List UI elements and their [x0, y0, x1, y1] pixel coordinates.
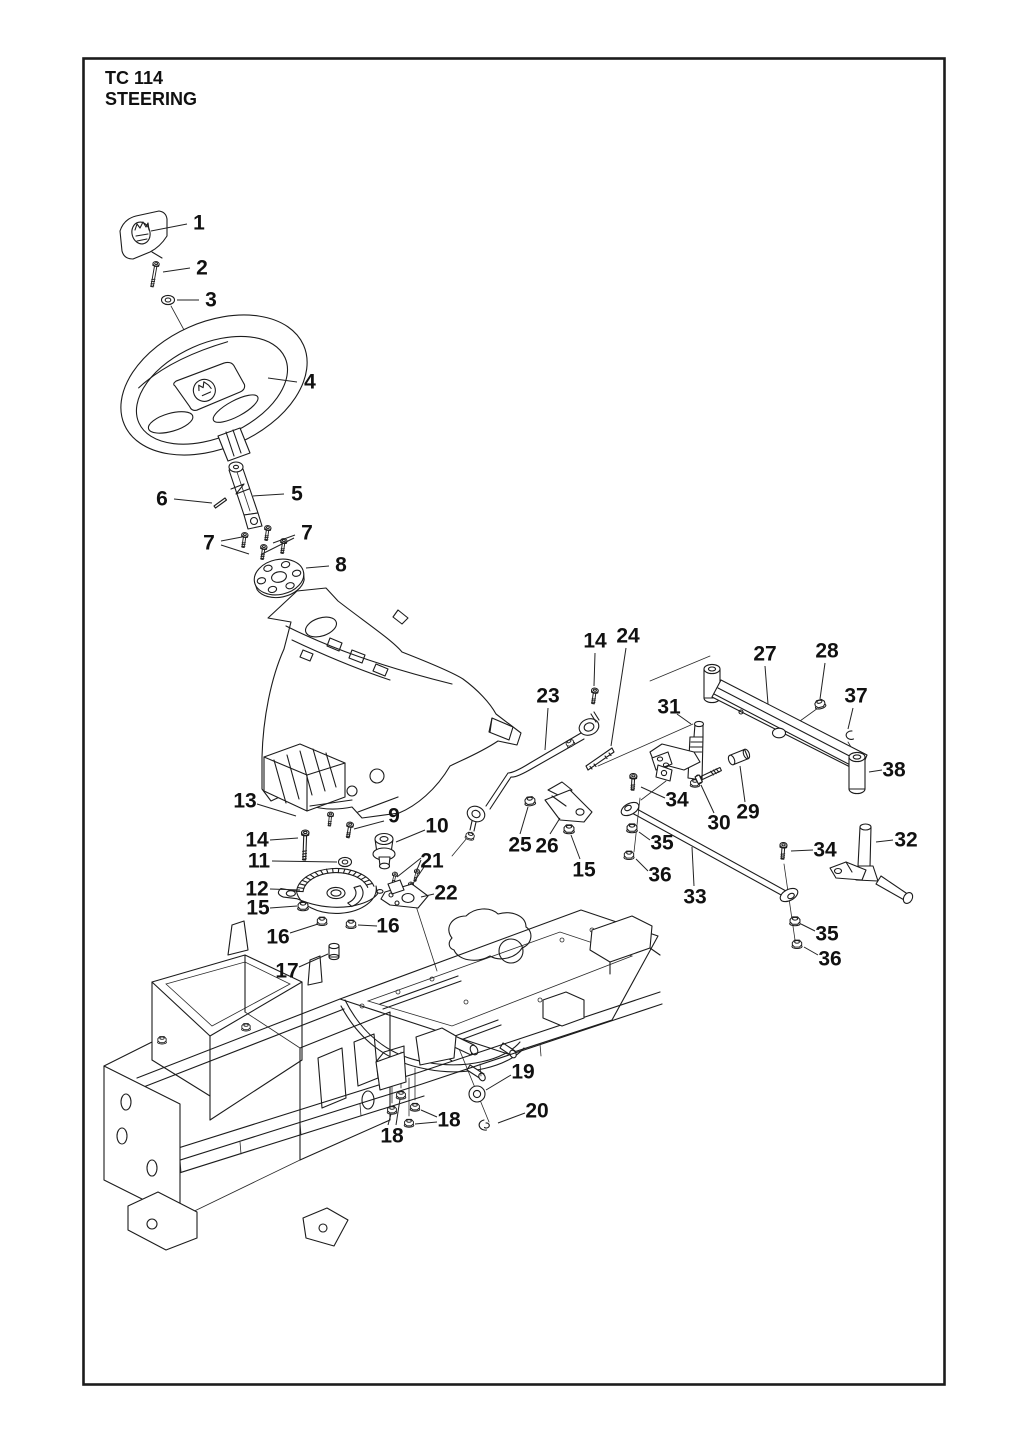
callout-number-26: 26 — [535, 834, 559, 858]
callout-number-6: 6 — [156, 487, 168, 511]
callout-number-17: 17 — [275, 959, 299, 983]
callout-number-24: 24 — [616, 624, 640, 648]
nut-35-right-drawing — [790, 917, 801, 926]
callout-number-22: 22 — [434, 881, 458, 905]
callout-number-31: 31 — [657, 695, 681, 719]
callout-number-5: 5 — [291, 482, 303, 506]
callout-number-19: 19 — [511, 1060, 535, 1084]
callout-number-27: 27 — [753, 642, 777, 666]
nut-35-left-drawing — [627, 824, 638, 833]
washer-11-drawing — [339, 857, 352, 866]
callout-number-23: 23 — [536, 684, 560, 708]
callout-number-3: 3 — [205, 288, 217, 312]
callout-number-30: 30 — [707, 811, 731, 835]
callout-number-1: 1 — [193, 211, 205, 235]
callout-number-9: 9 — [388, 804, 400, 828]
washer-3-drawing — [162, 295, 175, 304]
callout-number-35: 35 — [650, 831, 674, 855]
callout-number-2: 2 — [196, 256, 208, 280]
callout-number-33: 33 — [683, 885, 707, 909]
callout-number-16: 16 — [266, 925, 290, 949]
nut-15-left-drawing — [298, 902, 309, 911]
nut-25-drawing — [524, 796, 536, 806]
spacer-17-drawing — [329, 943, 339, 959]
callout-number-7: 7 — [203, 531, 215, 555]
bushing-38-drawing — [849, 752, 865, 793]
callout-number-37: 37 — [844, 684, 868, 708]
callout-number-25: 25 — [508, 833, 532, 857]
callout-number-18: 18 — [380, 1124, 404, 1148]
callout-number-32: 32 — [894, 828, 918, 852]
callout-number-29: 29 — [736, 800, 760, 824]
callout-number-4: 4 — [304, 370, 316, 394]
callout-number-15: 15 — [246, 896, 270, 920]
callout-number-34: 34 — [665, 788, 689, 812]
callout-number-20: 20 — [525, 1099, 549, 1123]
callout-number-13: 13 — [233, 789, 257, 813]
callout-number-34: 34 — [813, 838, 837, 862]
callout-number-16: 16 — [376, 914, 400, 938]
callout-number-7: 7 — [301, 521, 313, 545]
nut-15-right-drawing — [564, 825, 575, 834]
page-title-section: STEERING — [105, 89, 198, 109]
callout-number-21: 21 — [420, 849, 444, 873]
callout-number-36: 36 — [818, 947, 842, 971]
callout-number-8: 8 — [335, 553, 347, 577]
callout-number-18: 18 — [437, 1108, 461, 1132]
callout-number-12: 12 — [245, 877, 269, 901]
callout-number-10: 10 — [425, 814, 449, 838]
callout-number-35: 35 — [815, 922, 839, 946]
callout-number-14: 14 — [245, 828, 269, 852]
callout-number-14: 14 — [583, 629, 607, 653]
nut-36-left-drawing — [624, 851, 634, 859]
callout-number-15: 15 — [572, 858, 596, 882]
nut-36-right-drawing — [792, 940, 802, 948]
callout-number-11: 11 — [247, 849, 271, 873]
callout-number-38: 38 — [882, 758, 906, 782]
page-title-model: TC 114 — [105, 68, 164, 88]
callout-number-28: 28 — [815, 639, 839, 663]
washer-19-drawing — [469, 1086, 485, 1102]
callout-number-36: 36 — [648, 863, 672, 887]
